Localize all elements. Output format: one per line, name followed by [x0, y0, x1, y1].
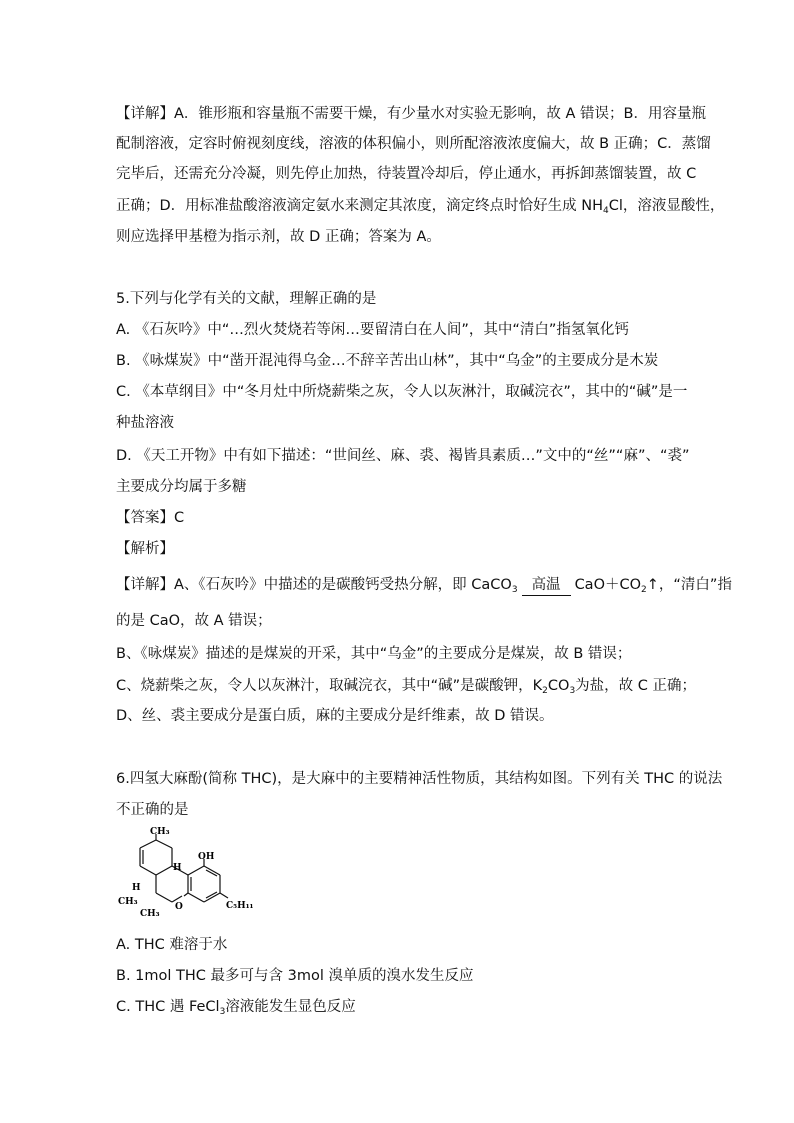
c5h11-label: C₅H₁₁ [226, 901, 254, 911]
option-c: C. THC 遇 FeCl$_3$溶液能发生显色反应 [116, 999, 356, 1017]
explanation-line: 完毕后，还需充分冷凝，则先停止加热，待装置冷却后，停止通水，再拆卸蒸馏装置，故 C [116, 166, 697, 182]
analysis-heading: 【解析】 [116, 541, 174, 557]
bond [188, 866, 204, 875]
ch3-label: CH₃ [150, 827, 170, 837]
bond [140, 866, 156, 875]
bond [188, 893, 204, 902]
option-b: B. 《咏煤炭》中“凿开混沌得乌金…不辞辛苦出山林”，其中“乌金”的主要成分是木炭 [116, 353, 659, 369]
option-d-cont: 主要成分均属于多糖 [116, 479, 247, 495]
bond [184, 893, 188, 896]
oh-label: OH [198, 852, 215, 862]
thc-structure-diagram [118, 826, 254, 919]
option-c-cont: 种盐溶液 [116, 415, 174, 431]
option-a: A. 《石灰吟》中“…烈火焚烧若等闲…要留清白在人间”，其中“清白”指氢氧化钙 [116, 322, 629, 338]
detail-line: D、丝、裘主要成分是蛋白质，麻的主要成分是纤维素，故 D 错误。 [116, 708, 554, 724]
bond [140, 840, 156, 848]
detail-line: C、烧薪柴之灰，令人以灰淋汁，取碱浣衣，其中“碱”是碳酸钾，$K_2CO_3$为盐，故 C 正确； [116, 678, 697, 696]
bond [156, 866, 172, 875]
bond [220, 893, 228, 898]
question-stem: 6.四氢大麻酚(简称 THC)，是大麻中的主要精神活性物质，其结构如图。下列有关 THC 的说法 [116, 771, 723, 787]
detail-line: B、《咏煤炭》描述的是煤炭的开采，其中“乌金”的主要成分是煤炭，故 B 错误； [116, 646, 632, 662]
answer: 【答案】C [116, 510, 185, 526]
question-stem-cont: 不正确的是 [116, 802, 189, 818]
option-d: D. 《天工开物》中有如下描述：“世间丝、麻、裘、褐皆具素质…”文中的“丝”“麻”、“裘” [116, 448, 690, 464]
question-stem: 5.下列与化学有关的文献，理解正确的是 [116, 291, 377, 307]
explanation-line: 配制溶液，定容时俯视刻度线，溶液的体积偏小，则所配溶液浓度偏大，故 B 正确；C．蒸馏 [116, 136, 711, 152]
bond [156, 893, 172, 902]
detail-line: 的是 CaO，故 A 错误； [116, 613, 272, 629]
h-label: H [132, 883, 141, 893]
explanation-line: 正确；D．用标准盐酸溶液滴定氨水来测定其浓度，滴定终点时恰好生成 $NH_4Cl$，溶液显酸性， [116, 198, 725, 216]
h-label: H [173, 863, 182, 873]
bond [156, 840, 172, 848]
option-a: A. THC 难溶于水 [116, 937, 228, 953]
ch3-label: CH₃ [140, 909, 160, 919]
reaction-condition: 高温 [522, 575, 571, 596]
option-c: C. 《本草纲目》中“冬月灶中所烧薪柴之灰，令人以灰淋汁，取碱浣衣”，其中的“碱”是一 [116, 384, 688, 400]
detail-line: 【详解】A、《石灰吟》中描述的是碳酸钙受热分解，即 CaCO$_3$ 高温 $CaO+CO_2↑$，“清白”指 [116, 577, 732, 595]
ch3-label: CH₃ [118, 897, 138, 907]
o-label: O [175, 902, 183, 912]
explanation-line: 【详解】A．锥形瓶和容量瓶不需要干燥，有少量水对实验无影响，故 A 错误；B．用容量瓶 [116, 106, 707, 122]
explanation-line: 则应选择甲基橙为指示剂，故 D 正确；答案为 A。 [116, 229, 441, 245]
option-b: B. 1mol THC 最多可与含 3mol 溴单质的溴水发生反应 [116, 968, 474, 984]
